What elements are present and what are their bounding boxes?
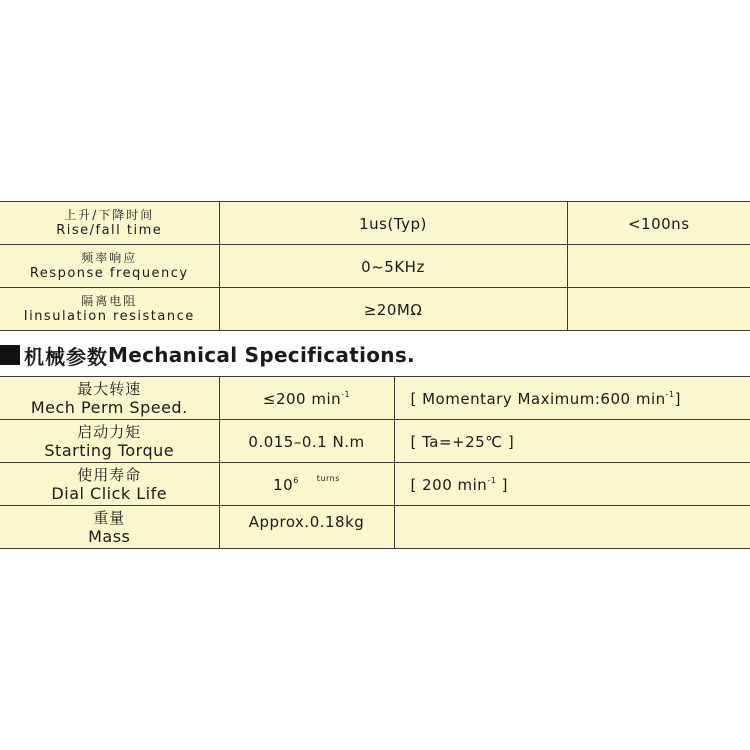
param-note-cell — [394, 463, 750, 506]
param-name-en: Dial Click Life — [51, 483, 168, 503]
param-note-cell — [394, 420, 750, 463]
note-end: ] — [674, 389, 681, 408]
param-note-cell — [394, 506, 750, 549]
param-name-zh: 最大转速 — [77, 379, 142, 398]
param-note: [ Ta=+25℃ ] — [410, 432, 515, 451]
table-row — [0, 245, 750, 288]
param-value: ≥20MΩ — [363, 300, 423, 319]
param-name-en: Mass — [88, 526, 131, 546]
param-name-zh: 频率响应 — [81, 250, 138, 265]
param-value-cell — [219, 288, 567, 331]
param-value — [273, 476, 340, 494]
param-name-cell — [0, 420, 219, 463]
param-name-zh: 使用寿命 — [77, 465, 142, 484]
param-value-cell — [219, 377, 394, 420]
param-note — [411, 476, 508, 494]
param-value: 0~5KHz — [361, 257, 425, 276]
param-value-cell — [219, 202, 567, 245]
param-extra-cell — [567, 202, 750, 245]
param-extra: <100ns — [627, 214, 690, 233]
param-name-en: Rise/fall time — [56, 222, 163, 238]
electrical-spec-table — [0, 201, 750, 331]
param-value-cell — [219, 420, 394, 463]
param-value-cell — [219, 506, 394, 549]
param-value: Approx.0.18kg — [248, 513, 365, 531]
param-value: 1us(Typ) — [359, 214, 427, 233]
param-name-zh: 重量 — [93, 508, 126, 527]
note-text: [ 200 min — [410, 475, 488, 494]
param-note-cell — [394, 377, 750, 420]
param-name-en: Starting Torque — [44, 440, 175, 460]
param-name-cell — [0, 377, 219, 420]
mechanical-spec-table — [0, 376, 750, 549]
table-row — [0, 506, 750, 549]
note-superscript: -1 — [487, 475, 497, 485]
section-title-zh: 机械参数 — [24, 344, 108, 369]
param-note — [411, 390, 681, 408]
value-superscript: 6 — [293, 476, 299, 485]
param-name-en: Iinsulation resistance — [23, 308, 195, 324]
table-row — [0, 420, 750, 463]
param-value-cell — [219, 245, 567, 288]
note-end: ] — [496, 475, 508, 494]
param-name-cell — [0, 288, 219, 331]
param-name-zh: 启动力矩 — [77, 422, 142, 441]
param-value: 0.015–0.1 N.m — [248, 432, 365, 451]
param-name-cell — [0, 202, 219, 245]
value-text: ≤200 min — [262, 389, 342, 408]
table-row — [0, 463, 750, 506]
param-name-cell — [0, 463, 219, 506]
value-superscript: -1 — [341, 389, 351, 399]
table-row — [0, 288, 750, 331]
param-name-zh: 隔离电阻 — [81, 293, 138, 308]
param-name-zh: 上升/下降时间 — [64, 207, 155, 222]
param-extra-cell — [567, 288, 750, 331]
table-row — [0, 377, 750, 420]
square-bullet-icon — [0, 345, 20, 365]
value-unit: turns — [316, 474, 340, 483]
note-text: [ Momentary Maximum:600 min — [410, 389, 666, 408]
table-row — [0, 202, 750, 245]
param-name-en: Response frequency — [29, 265, 189, 281]
param-value — [263, 390, 350, 408]
param-name-en: Mech Perm Speed. — [30, 397, 188, 417]
section-heading — [0, 340, 415, 370]
param-value-cell — [219, 463, 394, 506]
param-extra-cell — [567, 245, 750, 288]
section-title-en: Mechanical Specifications. — [108, 343, 415, 367]
param-name-cell — [0, 245, 219, 288]
param-name-cell — [0, 506, 219, 549]
value-text: 10 — [273, 476, 294, 494]
note-superscript: -1 — [665, 389, 675, 399]
